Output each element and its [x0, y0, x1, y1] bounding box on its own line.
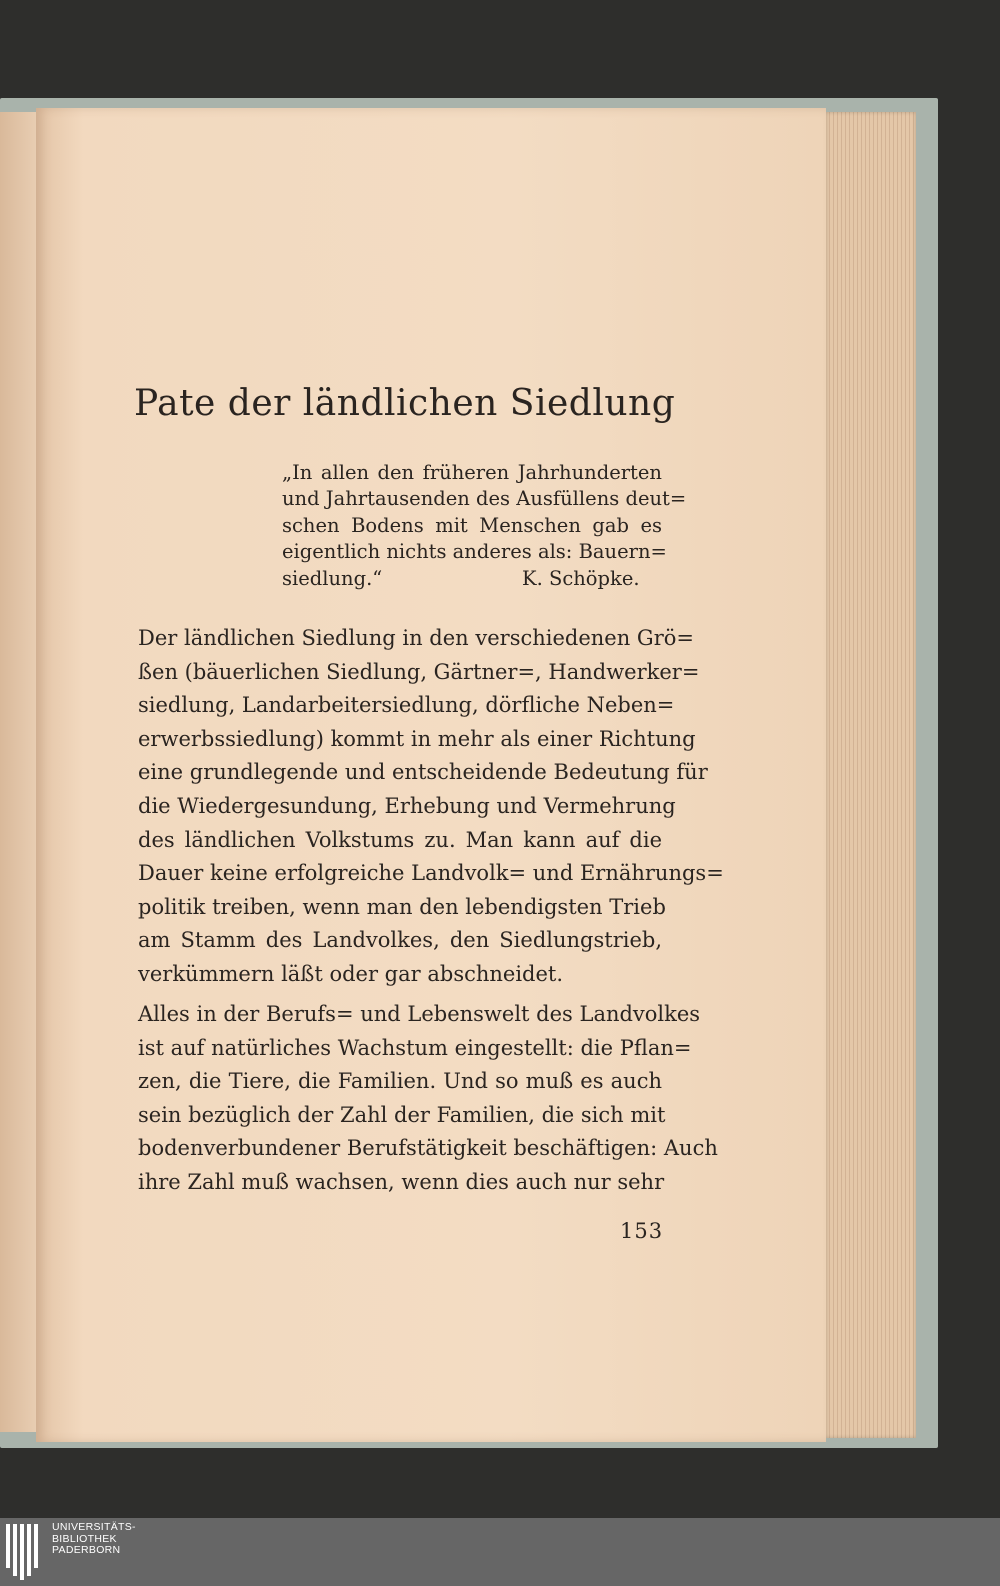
paragraph-2 [138, 998, 718, 1200]
paragraph-line: siedlung, Landarbeitersiedlung, dörfliche Neben= [138, 693, 675, 718]
paragraph-line: ßen (bäuerlichen Siedlung, Gärtner=, Handwerker= [138, 659, 700, 684]
page-stack-edges [826, 112, 916, 1438]
chapter-title: Pate der ländlichen Siedlung [134, 383, 676, 424]
paragraph-line: erwerbssiedlung) kommt in mehr als einer Richtung [138, 726, 696, 751]
left-page-edge [0, 112, 36, 1432]
paragraph-line: Der ländlichen Siedlung in den verschiedenen Grö= [138, 626, 694, 650]
library-logo-text [52, 1522, 136, 1557]
quote-line: schen Bodens mit Menschen gab es [282, 513, 662, 537]
paragraph-line: eine grundlegende und entscheidende Bedeutung für [138, 760, 708, 785]
paragraph-line: Dauer keine erfolgreiche Landvolk= und Ernährungs= [138, 861, 724, 886]
paragraph-1 [138, 622, 724, 992]
paragraph-line: ihre Zahl muß wachsen, wenn dies auch nur sehr [138, 1169, 665, 1194]
quote-line: eigentlich nichts anderes als: Bauern= [282, 540, 667, 564]
logo-line: BIBLIOTHEK [52, 1532, 117, 1545]
library-logo-icon [6, 1524, 44, 1580]
paragraph-line: am Stamm des Landvolkes, den Siedlungstrieb, [138, 928, 662, 953]
logo-line: PADERBORN [52, 1544, 121, 1556]
paragraph-line: sein bezüglich der Zahl der Familien, die sich mit [138, 1102, 666, 1127]
quote-line: „In allen den früheren Jahrhunderten [282, 461, 662, 484]
paragraph-line: ist auf natürliches Wachstum eingestellt: die Pflan= [138, 1035, 692, 1060]
paragraph-line: politik treiben, wenn man den lebendigsten Trieb [138, 894, 666, 919]
paragraph-line: Alles in der Berufs= und Lebenswelt des Landvolkes [138, 1002, 701, 1026]
paragraph-line: bodenverbundener Berufstätigkeit beschäftigen: Auch [138, 1136, 718, 1161]
page-number: 153 [620, 1219, 664, 1243]
paragraph-line: verkümmern läßt oder gar abschneidet. [138, 961, 564, 986]
paragraph-line: zen, die Tiere, die Familien. Und so muß es auch [138, 1069, 662, 1094]
paragraph-line: die Wiedergesundung, Erhebung und Vermehrung [138, 793, 676, 818]
logo-line: UNIVERSITÄTS- [52, 1521, 136, 1533]
epigraph-quote [282, 460, 687, 592]
quote-line: siedlung.“ [282, 566, 383, 590]
quote-line: und Jahrtausenden des Ausfüllens deut= [282, 487, 687, 511]
paragraph-line: des ländlichen Volkstums zu. Man kann auf die [138, 827, 662, 852]
quote-author: K. Schöpke. [522, 566, 640, 590]
library-footer-bar [0, 1518, 1000, 1586]
